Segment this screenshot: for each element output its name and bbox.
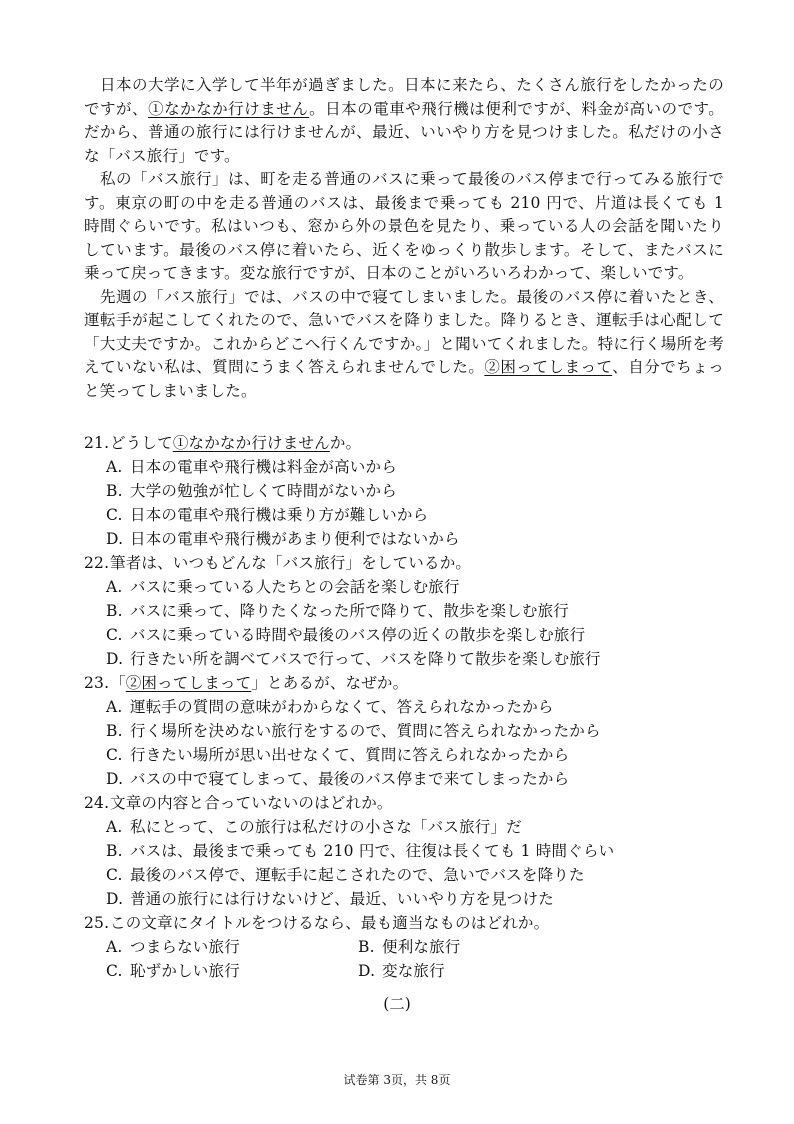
underlined-phrase: ②困ってしまって [125,674,252,692]
option-a: A. バスに乗っている人たちとの会話を楽しむ旅行 [106,578,460,596]
passage-paragraph-1: 日本の大学に入学して半年が過ぎました。日本に来たら、たくさん旅行をしたかったのですが、①なかなか行けません。日本の電車や飛行機は便利ですが、料金が高いのです。だから、普通の旅行には行けませんが、最近、いいやり方を見つけました。私だけの小さな「バス旅行」です。 [84,76,724,165]
question-stem: 23.「②困ってしまって」とあるが、なぜか。 [84,671,724,695]
underlined-phrase-1: ①なかなか行けません [148,99,310,118]
question-number: 21. [84,434,110,452]
option-c: C. 行きたい場所が思い出せなくて、質問に答えられなかったから [106,746,570,764]
option-row-2 [106,959,724,983]
option-a: A. 日本の電車や飛行機は料金が高いから [106,458,397,476]
option-a: A. つまらない旅行 [106,938,240,956]
question-number: 25. [84,914,110,932]
question-stem: 22.筆者は、いつもどんな「バス旅行」をしているか。 [84,551,724,575]
reading-passage [84,74,724,403]
option-d: D. 日本の電車や飛行機があまり便利ではないから [106,530,460,548]
page-footer: 试卷第 3页，共 8页 [343,1073,451,1087]
option-b: B. 大学の勉強が忙しくて時間がないから [106,482,397,500]
option-c: C. 恥ずかしい旅行 [106,962,240,980]
question-number: 24. [84,794,110,812]
underlined-phrase-2: ②困ってしまって [484,358,613,376]
section-heading: (二) [383,995,411,1013]
option-b: B. 便利な旅行 [358,938,461,956]
question-24 [84,791,724,911]
question-stem: 25.この文章にタイトルをつけるなら、最も適当なものはどれか。 [84,911,724,935]
option-c: C. 最後のバス停で、運転手に起こされたので、急いでバスを降りた [106,866,585,884]
question-23 [84,671,724,791]
option-b: B. バスに乗って、降りたくなった所で降りて、散歩を楽しむ旅行 [106,602,569,620]
option-a: A. 運転手の質問の意味がわからなくて、答えられなかったから [106,698,554,716]
question-list [84,431,724,983]
option-d: D. 行きたい所を調べてバスで行って、バスを降りて散歩を楽しむ旅行 [106,650,601,668]
passage-paragraph-3: 先週の「バス旅行」では、バスの中で寝てしまいました。最後のバス停に着いたとき、運転手が起こしてくれたので、急いでバスを降りました。降りるとき、運転手は心配して「大丈夫ですか。これからどこへ行くんですか。」と聞いてくれました。特に行く場所を考えていない私は、質問にうまく答えられませんでした。②困ってしまって、自分でちょっと笑ってしまいました。 [84,287,724,400]
option-d: D. 変な旅行 [358,962,445,980]
underlined-phrase: ①なかなか行けません [172,434,330,452]
option-c: C. バスに乗っている時間や最後のバス停の近くの散歩を楽しむ旅行 [106,626,586,644]
option-c: C. 日本の電車や飛行機は乗り方が難しいから [106,506,429,524]
option-a: A. 私にとって、この旅行は私だけの小さな「バス旅行」だ [106,818,522,836]
option-d: D. 普通の旅行には行けないけど、最近、いいやり方を見つけた [106,890,554,908]
option-d: D. バスの中で寝てしまって、最後のバス停まで来てしまったから [106,770,570,788]
question-21 [84,431,724,551]
question-stem: 24.文章の内容と合っていないのはどれか。 [84,791,724,815]
option-b: B. バスは、最後まで乗っても 210 円で、往復は長くても 1 時間ぐらい [106,842,615,860]
question-number: 23. [84,674,110,692]
question-22 [84,551,724,671]
question-25 [84,911,724,983]
option-b: B. 行く場所を決めない旅行をするので、質問に答えられなかったから [106,722,601,740]
question-number: 22. [84,554,110,572]
passage-paragraph-2: 私の「バス旅行」は、町を走る普通のバスに乗って最後のバス停まで行ってみる旅行です。東京の町の中を走る普通のバスは、最後まで乗っても 210 円で、片道は長くても 1 時間ぐらいです。私はいつも、窓から外の景色を見たり、乗っている人の会話を聞いたりしています。最後のバス停に着いたら、近くをゆっくり散歩します。そして、またバスに乗って戻ってきます。変な旅行ですが、日本のことがいろいろわかって、楽しいです。 [84,170,724,282]
question-stem: 21.どうして①なかなか行けませんか。 [84,431,724,455]
option-row-1 [106,935,724,959]
